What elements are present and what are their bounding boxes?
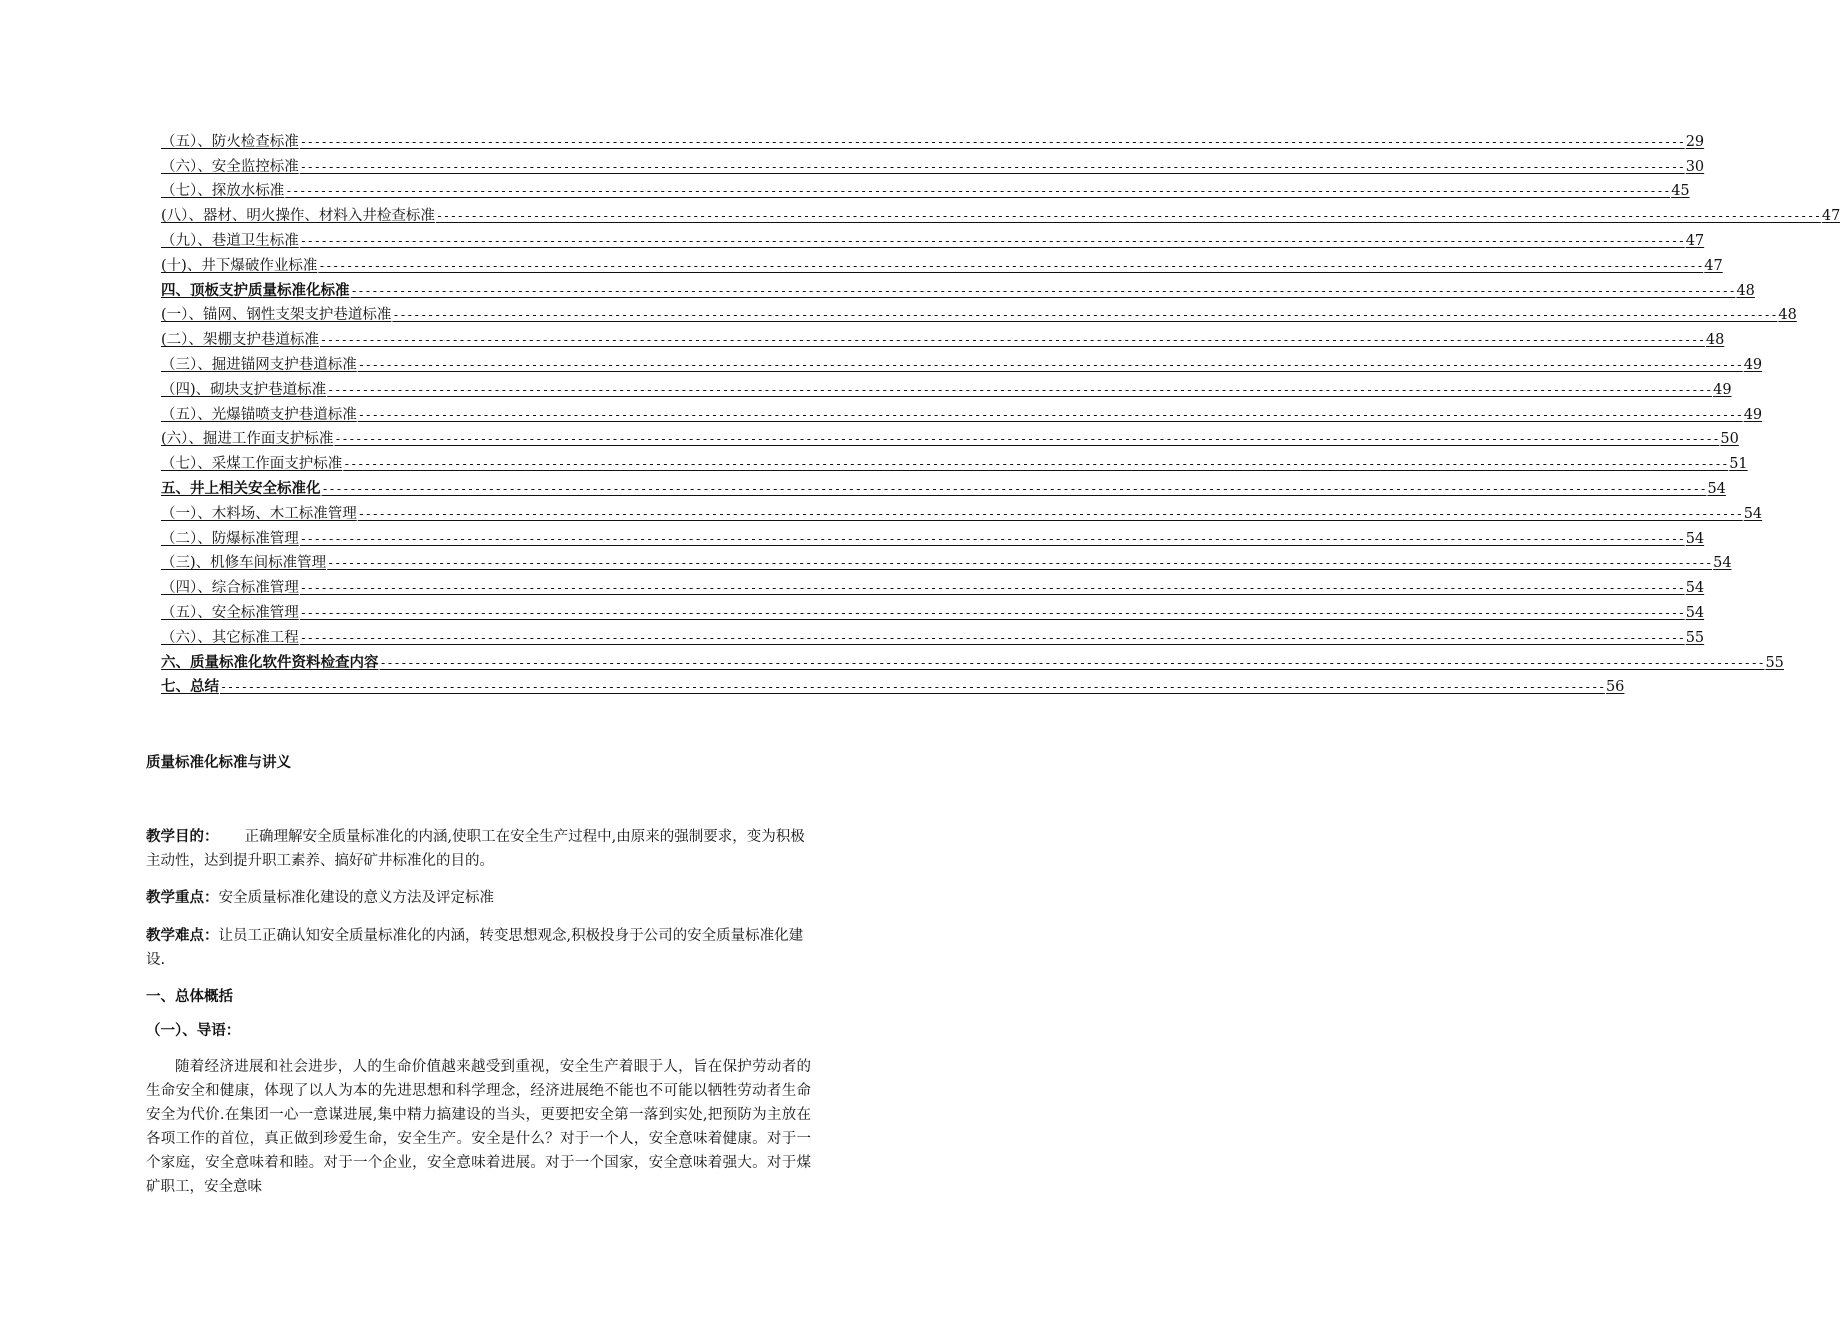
toc-leader: -------------------------------------------------------------------------------------------------------------------------------------------------------------------------------------------------------- <box>299 159 1685 174</box>
toc-entry[interactable] <box>161 324 1725 349</box>
toc-entry-title: (一）、锚网、钢性支架支护巷道标准 <box>161 307 392 324</box>
toc-entry-page: 45 <box>1671 183 1690 200</box>
toc-entry-page: 54 <box>1685 580 1705 597</box>
table-of-contents <box>161 126 1840 696</box>
toc-leader: -------------------------------------------------------------------------------------------------------------------------------------------------------------------------------------------------------- <box>319 333 1705 348</box>
teaching-goal-label: 教学目的： <box>146 828 219 845</box>
toc-entry-page: 54 <box>1685 604 1705 621</box>
toc-entry-page: 51 <box>1729 456 1748 473</box>
teaching-difficulty-text: 让员工正确认知安全质量标准化的内涵，转变思想观念,积极投身于公司的安全质量标准化建设. <box>146 928 804 968</box>
toc-entry-page: 54 <box>1685 530 1705 547</box>
toc-entry-title: 七、总结 <box>161 678 219 696</box>
toc-leader: -------------------------------------------------------------------------------------------------------------------------------------------------------------------------------------------------------- <box>299 134 1685 149</box>
toc-entry-page: 49 <box>1743 406 1763 423</box>
toc-entry-title: （四）、综合标准管理 <box>161 580 299 597</box>
toc-entry-title: （六）、安全监控标准 <box>161 158 299 175</box>
toc-entry-title: (二）、架棚支护巷道标准 <box>161 332 319 349</box>
toc-entry[interactable] <box>161 622 1705 647</box>
teaching-difficulty <box>146 924 811 972</box>
toc-entry[interactable] <box>161 424 1739 449</box>
toc-entry-title: （七）、探放水标准 <box>161 183 285 200</box>
toc-entry[interactable] <box>161 374 1732 399</box>
teaching-focus-label: 教学重点： <box>146 889 219 906</box>
toc-entry-title: （五）、安全标准管理 <box>161 604 299 621</box>
toc-entry[interactable] <box>161 126 1705 151</box>
toc-leader: -------------------------------------------------------------------------------------------------------------------------------------------------------------------------------------------------------- <box>299 233 1685 248</box>
toc-entry-title: （五）、防火检查标准 <box>161 133 299 150</box>
teaching-goal <box>146 825 811 873</box>
toc-entry-title: （五）、光爆锚喷支护巷道标准 <box>161 406 357 423</box>
toc-entry[interactable] <box>161 523 1705 548</box>
toc-entry-page: 48 <box>1778 307 1797 324</box>
teaching-focus <box>146 886 811 910</box>
toc-entry-page: 48 <box>1705 332 1725 349</box>
toc-leader: -------------------------------------------------------------------------------------------------------------------------------------------------------------------------------------------------------- <box>350 283 1736 298</box>
toc-entry-page: 29 <box>1685 133 1705 150</box>
toc-entry-title: （六）、其它标准工程 <box>161 629 299 646</box>
toc-entry-page: 47 <box>1704 257 1723 274</box>
toc-leader: -------------------------------------------------------------------------------------------------------------------------------------------------------------------------------------------------------- <box>299 581 1685 596</box>
toc-entry-page: 49 <box>1713 381 1732 398</box>
toc-entry[interactable] <box>161 176 1690 201</box>
toc-leader: -------------------------------------------------------------------------------------------------------------------------------------------------------------------------------------------------------- <box>392 308 1778 323</box>
toc-entry[interactable] <box>161 672 1625 697</box>
toc-leader: -------------------------------------------------------------------------------------------------------------------------------------------------------------------------------------------------------- <box>343 457 1729 472</box>
toc-entry-page: 54 <box>1707 480 1726 497</box>
toc-entry-title: (八）、器材、明火操作、材料入井检查标准 <box>161 208 435 225</box>
toc-entry[interactable] <box>161 275 1755 300</box>
intro-paragraph: 随着经济进展和社会进步，人的生命价值越来越受到重视，安全生产着眼于人，旨在保护劳动者的生命安全和健康，体现了以人为本的先进思想和科学理念，经济进展绝不能也不可能以牺牲劳动者生命安全为代价.在集团一心一意谋进展,集中精力搞建设的当头，更要把安全第一落到实处,把预防为主放在各项工作的首位，真正做到珍爱生命，安全生产。安全是什么？对于一个人，安全意味着健康。对于一个家庭，安全意味着和睦。对于一个企业，安全意味着进展。对于一个国家，安全意味着强大。对于煤矿职工，安全意味 <box>146 1059 811 1195</box>
toc-leader: -------------------------------------------------------------------------------------------------------------------------------------------------------------------------------------------------------- <box>357 357 1743 372</box>
toc-entry[interactable] <box>161 200 1840 225</box>
toc-entry-page: 56 <box>1605 679 1625 696</box>
toc-entry-page: 49 <box>1743 356 1763 373</box>
teaching-goal-text: 正确理解安全质量标准化的内涵,使职工在安全生产过程中,由原来的强制要求，变为积极主动性，达到提升职工素养、搞好矿井标准化的目的。 <box>146 829 805 869</box>
toc-entry-title: 六、质量标准化软件资料检查内容 <box>161 653 379 671</box>
toc-leader: -------------------------------------------------------------------------------------------------------------------------------------------------------------------------------------------------------- <box>299 605 1685 620</box>
toc-entry-page: 48 <box>1736 282 1755 299</box>
toc-leader: -------------------------------------------------------------------------------------------------------------------------------------------------------------------------------------------------------- <box>299 630 1685 645</box>
toc-entry-title: （四)、砌块支护巷道标准 <box>161 381 327 398</box>
subsection-heading: （一）、导语： <box>146 1022 241 1039</box>
toc-entry-page: 54 <box>1743 505 1763 522</box>
section-heading: 一、总体概括 <box>146 988 233 1005</box>
toc-entry[interactable] <box>161 349 1763 374</box>
toc-entry-title: （九）、巷道卫生标准 <box>161 232 299 249</box>
toc-entry[interactable] <box>161 498 1763 523</box>
toc-entry-title: （三）、掘进锚网支护巷道标准 <box>161 356 357 373</box>
toc-entry-title: (六）、掘进工作面支护标准 <box>161 431 334 448</box>
toc-entry-title: (十)、井下爆破作业标准 <box>161 257 318 274</box>
toc-entry-page: 54 <box>1713 555 1732 572</box>
toc-leader: -------------------------------------------------------------------------------------------------------------------------------------------------------------------------------------------------------- <box>379 655 1765 670</box>
toc-entry[interactable] <box>161 597 1705 622</box>
toc-entry[interactable] <box>161 399 1763 424</box>
toc-entry[interactable] <box>161 151 1705 176</box>
toc-entry[interactable] <box>161 647 1784 672</box>
toc-leader: -------------------------------------------------------------------------------------------------------------------------------------------------------------------------------------------------------- <box>285 184 1671 199</box>
toc-leader: -------------------------------------------------------------------------------------------------------------------------------------------------------------------------------------------------------- <box>327 382 1713 397</box>
teaching-difficulty-label: 教学难点： <box>146 927 219 944</box>
teaching-focus-text: 安全质量标准化建设的意义方法及评定标准 <box>218 890 494 906</box>
toc-entry[interactable] <box>161 250 1723 275</box>
toc-entry-page: 55 <box>1685 629 1705 646</box>
toc-entry-page: 47 <box>1821 208 1840 225</box>
toc-entry[interactable] <box>161 448 1748 473</box>
toc-entry-page: 47 <box>1685 232 1705 249</box>
toc-leader: -------------------------------------------------------------------------------------------------------------------------------------------------------------------------------------------------------- <box>435 209 1821 224</box>
toc-entry-title: 五、井上相关安全标准化 <box>161 479 321 497</box>
toc-entry[interactable] <box>161 572 1705 597</box>
toc-leader: -------------------------------------------------------------------------------------------------------------------------------------------------------------------------------------------------------- <box>334 432 1720 447</box>
toc-entry-page: 30 <box>1685 158 1705 175</box>
toc-leader: -------------------------------------------------------------------------------------------------------------------------------------------------------------------------------------------------------- <box>220 680 1605 695</box>
toc-entry[interactable] <box>161 225 1705 250</box>
document-title: 质量标准化标准与讲义 <box>146 754 291 771</box>
toc-entry[interactable] <box>161 473 1726 498</box>
toc-entry[interactable] <box>161 300 1797 325</box>
toc-leader: -------------------------------------------------------------------------------------------------------------------------------------------------------------------------------------------------------- <box>357 407 1743 422</box>
toc-entry-title: （三)、机修车间标准管理 <box>161 555 327 572</box>
toc-leader: -------------------------------------------------------------------------------------------------------------------------------------------------------------------------------------------------------- <box>318 258 1704 273</box>
toc-leader: -------------------------------------------------------------------------------------------------------------------------------------------------------------------------------------------------------- <box>299 531 1685 546</box>
toc-leader: -------------------------------------------------------------------------------------------------------------------------------------------------------------------------------------------------------- <box>321 481 1707 496</box>
toc-entry-title: （七）、采煤工作面支护标准 <box>161 456 343 473</box>
toc-entry[interactable] <box>161 548 1732 573</box>
toc-entry-page: 50 <box>1720 431 1739 448</box>
toc-entry-title: （一）、木料场、木工标准管理 <box>161 505 357 522</box>
toc-entry-title: （二）、防爆标准管理 <box>161 530 299 547</box>
toc-leader: -------------------------------------------------------------------------------------------------------------------------------------------------------------------------------------------------------- <box>327 556 1713 571</box>
toc-entry-page: 55 <box>1765 654 1784 671</box>
toc-entry-title: 四、顶板支护质量标准化标准 <box>161 281 350 299</box>
toc-leader: -------------------------------------------------------------------------------------------------------------------------------------------------------------------------------------------------------- <box>357 506 1743 521</box>
